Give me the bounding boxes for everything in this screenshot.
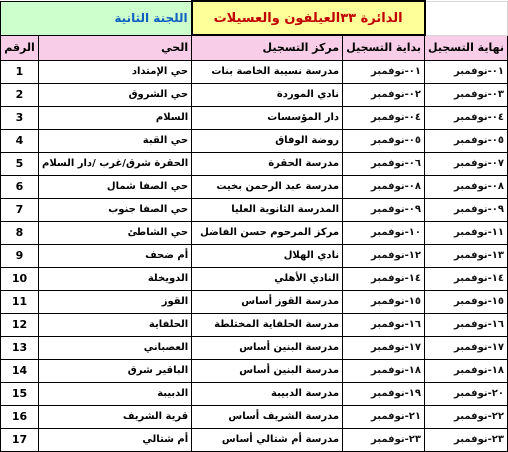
start-date-cell[interactable]: ٠٥-نوفمبر <box>343 129 425 152</box>
start-date-cell[interactable]: ١٧-نوفمبر <box>343 336 425 359</box>
column-header-center[interactable]: مركز التسجيل <box>192 35 343 60</box>
row-number-cell[interactable]: 5 <box>1 152 39 175</box>
table-row <box>1 152 508 175</box>
district-title-cell[interactable] <box>192 1 425 35</box>
start-date-cell[interactable]: ٢١-نوفمبر <box>343 405 425 428</box>
center-cell[interactable]: النادي الأهلي <box>192 267 343 290</box>
start-date-cell[interactable]: ٠٩-نوفمبر <box>343 198 425 221</box>
start-date-cell[interactable]: ٠٤-نوفمبر <box>343 106 425 129</box>
row-number-cell[interactable]: 13 <box>1 336 39 359</box>
committee-title: اللجنة الثانية <box>114 11 188 25</box>
table-row <box>1 290 508 313</box>
start-date-cell[interactable]: ١٩-نوفمبر <box>343 382 425 405</box>
end-date-cell[interactable]: ١٤-نوفمبر <box>425 267 508 290</box>
row-number-cell[interactable]: 3 <box>1 106 39 129</box>
end-date-cell[interactable]: ١٥-نوفمبر <box>425 290 508 313</box>
end-date-cell[interactable]: ٠١-نوفمبر <box>425 60 508 83</box>
start-date-cell[interactable]: ٠٢-نوفمبر <box>343 83 425 106</box>
start-date-cell[interactable]: ١٥-نوفمبر <box>343 290 425 313</box>
row-number-cell[interactable]: 6 <box>1 175 39 198</box>
row-number-cell[interactable]: 8 <box>1 221 39 244</box>
center-cell[interactable]: مدرسة البنين أساس <box>192 359 343 382</box>
center-cell[interactable]: مركز المرحوم حسن الفاضل <box>192 221 343 244</box>
end-date-cell[interactable]: ٠٣-نوفمبر <box>425 83 508 106</box>
empty-cell[interactable] <box>425 1 508 35</box>
start-date-cell[interactable]: ١٠-نوفمبر <box>343 221 425 244</box>
center-cell[interactable]: مدرسة البنين أساس <box>192 336 343 359</box>
start-date-cell[interactable]: ٠٨-نوفمبر <box>343 175 425 198</box>
start-date-cell[interactable]: ٠٦-نوفمبر <box>343 152 425 175</box>
column-header-start[interactable]: بداية التسجيل <box>343 35 425 60</box>
district-cell[interactable]: حي القبة <box>38 129 191 152</box>
title-row <box>1 1 508 35</box>
district-cell[interactable]: الدبيبة <box>38 382 191 405</box>
column-header-end[interactable]: نهاية التسجيل <box>425 35 508 60</box>
district-cell[interactable]: الحقرة شرق/غرب /دار السلام <box>38 152 191 175</box>
row-number-cell[interactable]: 11 <box>1 290 39 313</box>
table-row <box>1 405 508 428</box>
district-cell[interactable]: حي الشاطئ <box>38 221 191 244</box>
table-row <box>1 336 508 359</box>
end-date-cell[interactable]: ١٧-نوفمبر <box>425 336 508 359</box>
start-date-cell[interactable]: ١٦-نوفمبر <box>343 313 425 336</box>
district-cell[interactable]: الحلفاية <box>38 313 191 336</box>
row-number-cell[interactable]: 9 <box>1 244 39 267</box>
center-cell[interactable]: مدرسة الحلفاية المختلطة <box>192 313 343 336</box>
table-row <box>1 382 508 405</box>
district-cell[interactable]: الباقير شرق <box>38 359 191 382</box>
row-number-cell[interactable]: 1 <box>1 60 39 83</box>
row-number-cell[interactable]: 16 <box>1 405 39 428</box>
row-number-cell[interactable]: 17 <box>1 428 39 451</box>
center-cell[interactable]: المدرسة الثانوية العليا <box>192 198 343 221</box>
header-row <box>1 35 508 60</box>
district-cell[interactable]: حي الإمتداد <box>38 60 191 83</box>
district-cell[interactable]: القوز <box>38 290 191 313</box>
table-row <box>1 428 508 451</box>
table-row <box>1 106 508 129</box>
column-header-district[interactable]: الحي <box>38 35 191 60</box>
row-number-cell[interactable]: 14 <box>1 359 39 382</box>
end-date-cell[interactable]: ٠٥-نوفمبر <box>425 129 508 152</box>
center-cell[interactable]: مدرسة عبد الرحمن بخيت <box>192 175 343 198</box>
table-row <box>1 60 508 83</box>
end-date-cell[interactable]: ٠٧-نوفمبر <box>425 152 508 175</box>
center-cell[interactable]: مدرسة القوز أساس <box>192 290 343 313</box>
center-cell[interactable]: دار المؤسسات <box>192 106 343 129</box>
end-date-cell[interactable]: ٢٢-نوفمبر <box>425 405 508 428</box>
table-row <box>1 83 508 106</box>
row-number-cell[interactable]: 7 <box>1 198 39 221</box>
table-row <box>1 313 508 336</box>
row-number-cell[interactable]: 10 <box>1 267 39 290</box>
start-date-cell[interactable]: ٠١-نوفمبر <box>343 60 425 83</box>
row-number-cell[interactable]: 12 <box>1 313 39 336</box>
center-cell[interactable]: روضة الوفاق <box>192 129 343 152</box>
start-date-cell[interactable]: ٢٣-نوفمبر <box>343 428 425 451</box>
district-cell[interactable]: حي الصفا جنوب <box>38 198 191 221</box>
center-cell[interactable]: مدرسة الشريف أساس <box>192 405 343 428</box>
center-cell[interactable]: نادي الهلال <box>192 244 343 267</box>
center-cell[interactable]: مدرسة نسيبة الخاصة بنات <box>192 60 343 83</box>
district-cell[interactable]: أم ضحف <box>38 244 191 267</box>
district-cell[interactable]: السلام <box>38 106 191 129</box>
end-date-cell[interactable]: ٠٤-نوفمبر <box>425 106 508 129</box>
start-date-cell[interactable]: ١٤-نوفمبر <box>343 267 425 290</box>
row-number-cell[interactable]: 2 <box>1 83 39 106</box>
end-date-cell[interactable]: ٠٨-نوفمبر <box>425 175 508 198</box>
start-date-cell[interactable]: ١٨-نوفمبر <box>343 359 425 382</box>
committee-title-cell[interactable] <box>1 1 192 35</box>
table-row <box>1 175 508 198</box>
table-row <box>1 198 508 221</box>
district-cell[interactable]: العصباني <box>38 336 191 359</box>
table-row <box>1 267 508 290</box>
center-cell[interactable]: نادي الموردة <box>192 83 343 106</box>
row-number-cell[interactable]: 15 <box>1 382 39 405</box>
constituency-title: الدائرة ٣٣العيلفون والعسيلات <box>213 10 403 26</box>
row-number-cell[interactable]: 4 <box>1 129 39 152</box>
district-cell[interactable]: الدويخلة <box>38 267 191 290</box>
table-row <box>1 244 508 267</box>
center-cell[interactable]: مدرسة أم شتالي أساس <box>192 428 343 451</box>
table-row <box>1 129 508 152</box>
table-row <box>1 221 508 244</box>
end-date-cell[interactable]: ١٣-نوفمبر <box>425 244 508 267</box>
district-cell[interactable]: حي الصفا شمال <box>38 175 191 198</box>
center-cell[interactable]: مدرسة الدبيبة <box>192 382 343 405</box>
district-cell[interactable]: حي الشروق <box>38 83 191 106</box>
district-cell[interactable]: أم شتالي <box>38 428 191 451</box>
end-date-cell[interactable]: ١٦-نوفمبر <box>425 313 508 336</box>
center-cell[interactable]: مدرسة الحقرة <box>192 152 343 175</box>
end-date-cell[interactable]: ٢٠-نوفمبر <box>425 382 508 405</box>
start-date-cell[interactable]: ١٢-نوفمبر <box>343 244 425 267</box>
end-date-cell[interactable]: ٠٩-نوفمبر <box>425 198 508 221</box>
end-date-cell[interactable]: ١١-نوفمبر <box>425 221 508 244</box>
end-date-cell[interactable]: ٢٣-نوفمبر <box>425 428 508 451</box>
district-cell[interactable]: قرية الشريف <box>38 405 191 428</box>
end-date-cell[interactable]: ١٨-نوفمبر <box>425 359 508 382</box>
column-header-num[interactable]: الرقم <box>1 35 39 60</box>
table-row <box>1 359 508 382</box>
